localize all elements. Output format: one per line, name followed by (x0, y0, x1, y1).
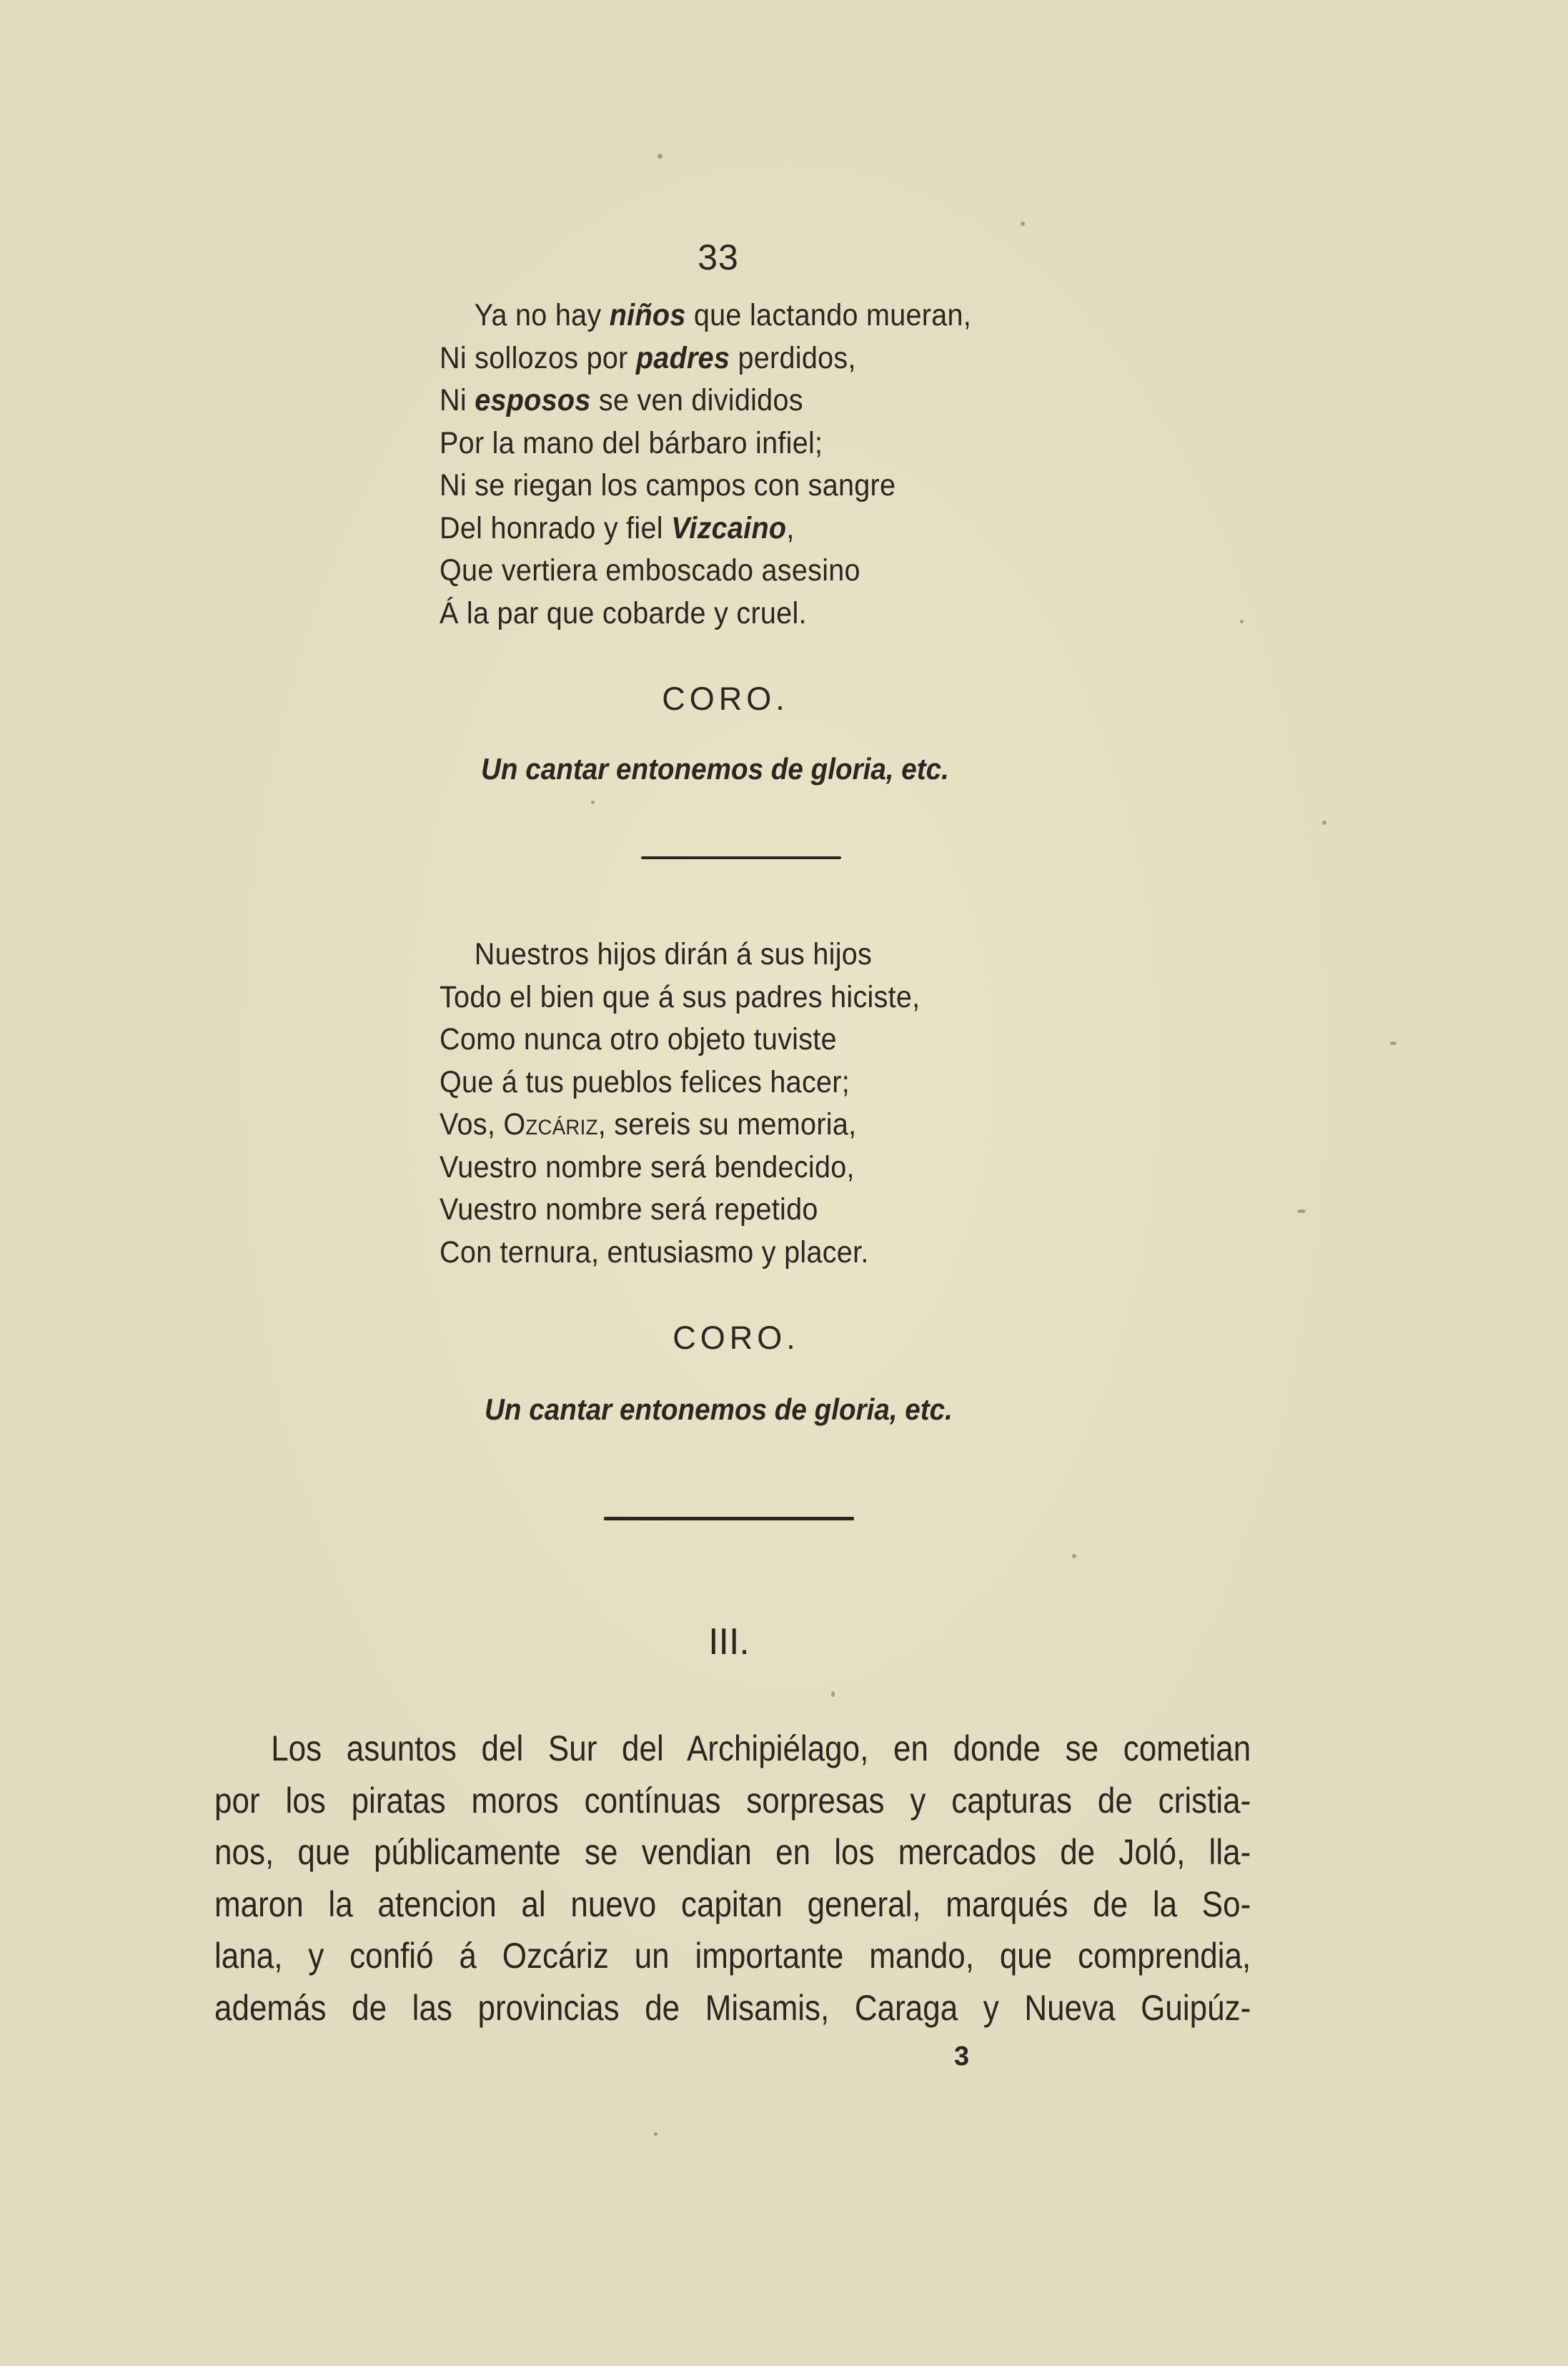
signature-mark: 3 (954, 2041, 970, 2072)
verse-line: Como nunca otro objeto tuviste (440, 1022, 837, 1056)
paper-speck (1021, 222, 1025, 226)
verse-line: Vuestro nombre será repetido (440, 1192, 818, 1227)
verse-line: Del honrado y fiel Vizcaino, (440, 510, 795, 545)
page-number: 33 (698, 237, 739, 277)
verse-line: Nuestros hijos dirán á sus hijos (474, 937, 873, 971)
paper-speck (591, 801, 595, 804)
stanza-2 (440, 934, 962, 1274)
verse-line: Ni sollozos por padres perdidos, (440, 340, 856, 375)
refrain-line: Un cantar entonemos de gloria, etc. (481, 752, 949, 786)
verse-line: Ni esposos se ven divididos (440, 383, 803, 417)
paper-speck (1322, 821, 1326, 825)
verse-line: Que á tus pueblos felices hacer; (440, 1064, 850, 1099)
prose-line: Los asuntos del Sur del Archipiélago, en donde se cometian (271, 1728, 1251, 1768)
refrain-line: Un cantar entonemos de gloria, etc. (485, 1392, 953, 1426)
verse-line: Á la par que cobarde y cruel. (440, 595, 807, 630)
section-rule (604, 1517, 854, 1520)
paper-speck (658, 154, 663, 159)
coro-label: CORO. (673, 1320, 800, 1356)
paper-speck (1390, 1041, 1396, 1045)
section-rule (641, 856, 841, 859)
verse-line: Ni se riegan los campos con sangre (440, 468, 896, 503)
prose-line: nos, que públicamente se vendian en los mercados de Joló, lla- (214, 1832, 1251, 1872)
verse-line: Con ternura, entusiasmo y placer. (440, 1234, 869, 1269)
paper-speck (1297, 1209, 1306, 1213)
verse-line: Todo el bien que á sus padres hiciste, (440, 979, 921, 1014)
stanza-1 (440, 294, 1018, 635)
coro-label: CORO. (662, 680, 789, 717)
paper-speck (1240, 620, 1244, 623)
verse-line: Vos, Ozcáriz, sereis su memoria, (440, 1107, 857, 1142)
paper-speck (831, 1691, 835, 1697)
prose-line: lana, y confió á Ozcáriz un importante mando, que comprendia, (214, 1936, 1251, 1976)
verse-line: Vuestro nombre será bendecido, (440, 1149, 855, 1184)
paper-speck (654, 2132, 658, 2136)
prose-line: además de las provincias de Misamis, Caraga y Nueva Guipúz- (214, 1987, 1251, 2028)
prose-paragraph (214, 1723, 1251, 2034)
verse-line: Ya no hay niños que lactando mueran, (474, 298, 972, 332)
verse-line: Por la mano del bárbaro infiel; (440, 425, 823, 460)
paper-speck (1072, 1554, 1076, 1558)
prose-line: maron la atencion al nuevo capitan general, marqués de la So- (214, 1884, 1251, 1924)
section-heading: III. (708, 1621, 750, 1663)
verse-line: Que vertiera emboscado asesino (440, 553, 860, 588)
prose-line: por los piratas moros contínuas sorpresas y capturas de cristia- (214, 1780, 1251, 1821)
